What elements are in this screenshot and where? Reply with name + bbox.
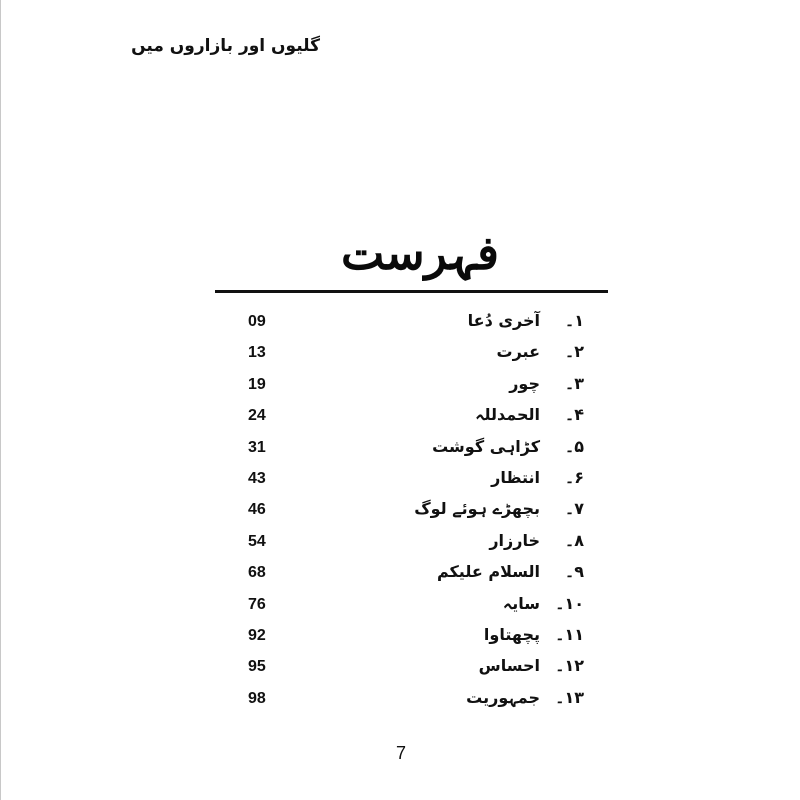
- toc-entry: [240, 654, 584, 685]
- toc-entry-title: چور: [509, 373, 540, 393]
- running-header: گلیوں اور بازاروں میں: [131, 36, 320, 56]
- toc-entry-number: ۱۰۔: [555, 593, 584, 613]
- toc-entry-number: ۴۔: [564, 405, 584, 425]
- toc-entry-page: 31: [248, 438, 266, 456]
- toc-entry-number: ۸۔: [564, 530, 584, 550]
- toc-entry: [240, 340, 584, 371]
- toc-entry-page: 09: [248, 313, 266, 330]
- toc-entry: [240, 623, 584, 654]
- toc-entry: [240, 686, 584, 717]
- toc-entry-number: ۱۲۔: [555, 656, 584, 676]
- toc-entry: [240, 466, 584, 497]
- toc-entry-page: 46: [248, 501, 266, 519]
- toc-entry-page: 98: [248, 689, 266, 707]
- toc-entry-page: 19: [248, 375, 266, 393]
- title-underline-rule: [215, 290, 608, 293]
- toc-entry-page: 95: [248, 658, 266, 676]
- toc-entry-title: عبرت: [496, 342, 540, 362]
- toc-entry-page: 68: [248, 564, 266, 582]
- toc-entry: [240, 529, 584, 560]
- toc-entry-page: 92: [248, 626, 266, 644]
- toc-entry-number: ۱۳۔: [555, 687, 584, 707]
- toc-entry: [240, 592, 584, 623]
- toc-entry-title: الحمدللہ: [475, 405, 540, 425]
- page-number: 7: [395, 743, 406, 763]
- toc-entry: [240, 309, 584, 340]
- toc-entry-title: جمہوریت: [466, 687, 540, 707]
- toc-entry-number: ۱۱۔: [555, 624, 584, 644]
- toc-entry-number: ۱۔: [564, 311, 584, 330]
- toc-entry: [240, 560, 584, 591]
- toc-entry-number: ۲۔: [564, 342, 584, 362]
- toc-entry-page: 43: [248, 469, 266, 487]
- toc-entry-title: انتظار: [491, 467, 540, 487]
- page-binding-edge: [0, 0, 1, 800]
- toc-entry-title: سایہ: [502, 593, 540, 613]
- toc-entry-number: ۵۔: [564, 436, 584, 456]
- toc-entry-title: السلام علیکم: [436, 562, 540, 582]
- toc-entry: [240, 435, 584, 466]
- toc-entry: [240, 372, 584, 403]
- toc-list: [240, 309, 584, 717]
- toc-entry-page: 13: [248, 344, 266, 362]
- toc-entry-title: پچھتاوا: [483, 624, 540, 644]
- toc-entry-title: بچھڑے ہوئے لوگ: [414, 499, 540, 519]
- toc-title: فہرست: [340, 226, 500, 280]
- toc-entry-title: خارزار: [489, 530, 540, 550]
- toc-entry-page: 54: [248, 532, 266, 550]
- toc-entry-number: ۹۔: [564, 562, 584, 582]
- toc-entry-title: احساس: [478, 656, 540, 676]
- toc-entry: [240, 497, 584, 528]
- toc-entry-number: ۷۔: [564, 499, 584, 519]
- toc-entry-title: کڑاہی گوشت: [432, 436, 540, 456]
- toc-entry: [240, 403, 584, 434]
- toc-entry-page: 24: [248, 407, 266, 425]
- toc-entry-page: 76: [248, 595, 266, 613]
- toc-entry-number: ۶۔: [564, 467, 584, 487]
- toc-entry-title: آخری دُعا: [467, 311, 540, 330]
- toc-entry-number: ۳۔: [564, 373, 584, 393]
